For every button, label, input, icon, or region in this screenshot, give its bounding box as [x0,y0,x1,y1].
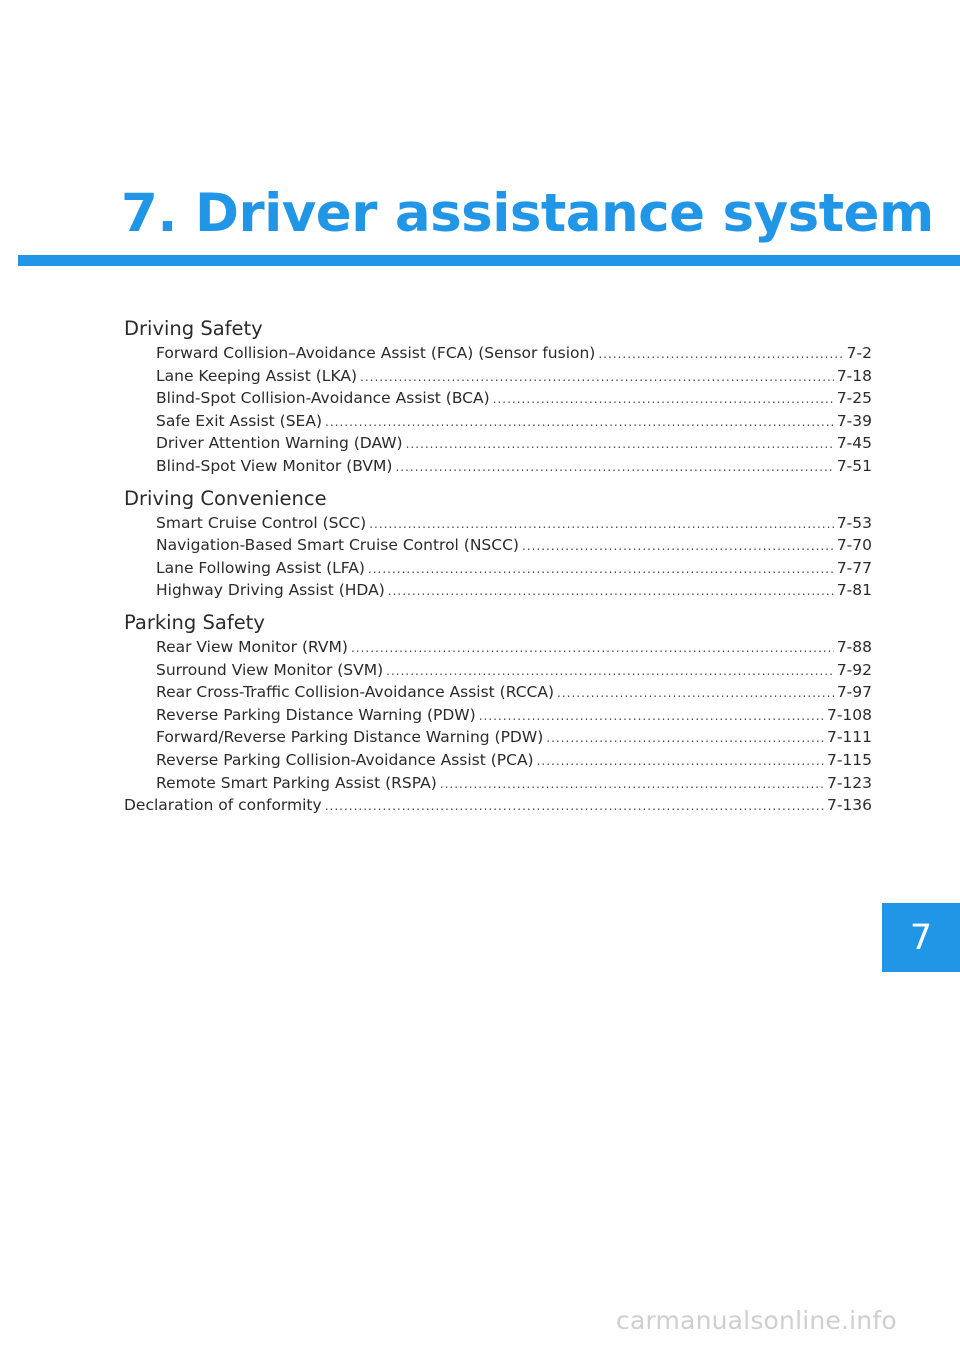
chapter-tab: 7 [882,903,960,972]
toc-entry-page: 7-111 [826,728,872,747]
toc-entry-label: Reverse Parking Collision-Avoidance Assist (PCA) [156,750,534,769]
dot-leader [351,637,834,660]
toc-entry[interactable] [124,772,872,795]
toc-entry-label: Driver Attention Warning (DAW) [156,434,403,453]
toc-entry-page: 7-70 [836,536,872,555]
toc-entry-page: 7-92 [836,660,872,679]
toc-entry[interactable] [124,432,872,455]
toc-entry-label: Rear Cross-Traffic Collision-Avoidance Assist (RCCA) [156,683,555,702]
toc-entry-label: Smart Cruise Control (SCC) [156,513,367,532]
toc-entry-page: 7-51 [836,456,872,475]
toc-group-driving-convenience [124,486,872,602]
toc-entry-page: 7-25 [836,389,872,408]
toc-entry-page: 7-45 [836,434,872,453]
dot-leader [557,682,834,705]
toc-entry-page: 7-136 [826,796,872,815]
dot-leader [369,513,834,536]
toc-entry-label: Navigation-Based Smart Cruise Control (NSCC) [156,536,519,555]
toc-entry[interactable] [124,726,872,749]
toc-entry-label: Rear View Monitor (RVM) [156,637,348,656]
dot-leader [546,727,824,750]
toc-entry[interactable] [124,365,872,388]
dot-leader [537,750,824,773]
toc-entry-page: 7-39 [836,411,872,430]
toc-entry-label: Declaration of conformity [124,796,322,815]
toc-entry-page: 7-2 [846,344,872,362]
toc-entry[interactable] [124,387,872,410]
dot-leader [368,558,834,581]
toc-entry-page: 7-108 [826,705,872,724]
dot-leader [522,535,834,558]
toc-entry-label: Forward/Reverse Parking Distance Warning (PDW) [156,728,544,747]
toc-entry-page: 7-115 [826,750,872,769]
toc-group-driving-safety [124,316,872,478]
toc-entry-declaration-of-conformity[interactable] [124,794,872,817]
section-heading: Driving Safety [124,317,263,340]
toc-entry[interactable] [124,410,872,433]
dot-leader [406,433,834,456]
toc-entry-page: 7-88 [836,637,872,656]
toc-entry[interactable] [124,455,872,478]
toc-entry-label: Safe Exit Assist (SEA) [156,411,323,430]
toc-entry-page: 7-77 [836,558,872,577]
chapter-title: 7. Driver assistance system [121,183,934,244]
toc-entry[interactable] [124,512,872,535]
toc-entry-page: 7-81 [836,581,872,600]
dot-leader [598,343,843,366]
toc-group-parking-safety [124,610,872,794]
toc-entry[interactable] [124,534,872,557]
watermark: carmanualsonline.info [616,1306,897,1335]
toc-entry[interactable] [124,342,872,365]
section-heading: Parking Safety [124,610,265,634]
dot-leader [493,388,834,411]
toc-entry-label: Blind-Spot View Monitor (BVM) [156,456,393,475]
dot-leader [395,456,833,479]
toc-entry-label: Lane Following Assist (LFA) [156,558,365,577]
dot-leader [386,660,834,683]
toc-entry-label: Lane Keeping Assist (LKA) [156,366,357,385]
dot-leader [440,773,824,796]
toc-entry-page: 7-97 [836,683,872,702]
toc-entry-label: Remote Smart Parking Assist (RSPA) [156,773,437,792]
dot-leader [479,705,824,728]
toc-entry[interactable] [124,579,872,602]
toc-entry-label: Forward Collision–Avoidance Assist (FCA) (Sensor fusion) [156,344,596,362]
dot-leader [325,795,824,818]
toc-entry-label: Reverse Parking Distance Warning (PDW) [156,705,476,724]
toc-entry-page: 7-123 [826,773,872,792]
dot-leader [325,411,834,434]
toc-entry[interactable] [124,704,872,727]
toc-entry-label: Blind-Spot Collision-Avoidance Assist (BCA) [156,389,490,408]
title-rule [18,255,960,266]
toc-entry[interactable] [124,749,872,772]
table-of-contents [124,316,872,817]
toc-entry-page: 7-53 [836,513,872,532]
toc-entry[interactable] [124,681,872,704]
dot-leader [360,366,834,389]
toc-entry-label: Highway Driving Assist (HDA) [156,581,385,600]
toc-entry[interactable] [124,557,872,580]
toc-entry-page: 7-18 [836,366,872,385]
section-heading: Driving Convenience [124,486,327,510]
toc-entry[interactable] [124,659,872,682]
toc-entry[interactable] [124,636,872,659]
toc-entry-label: Surround View Monitor (SVM) [156,660,384,679]
dot-leader [388,580,834,603]
